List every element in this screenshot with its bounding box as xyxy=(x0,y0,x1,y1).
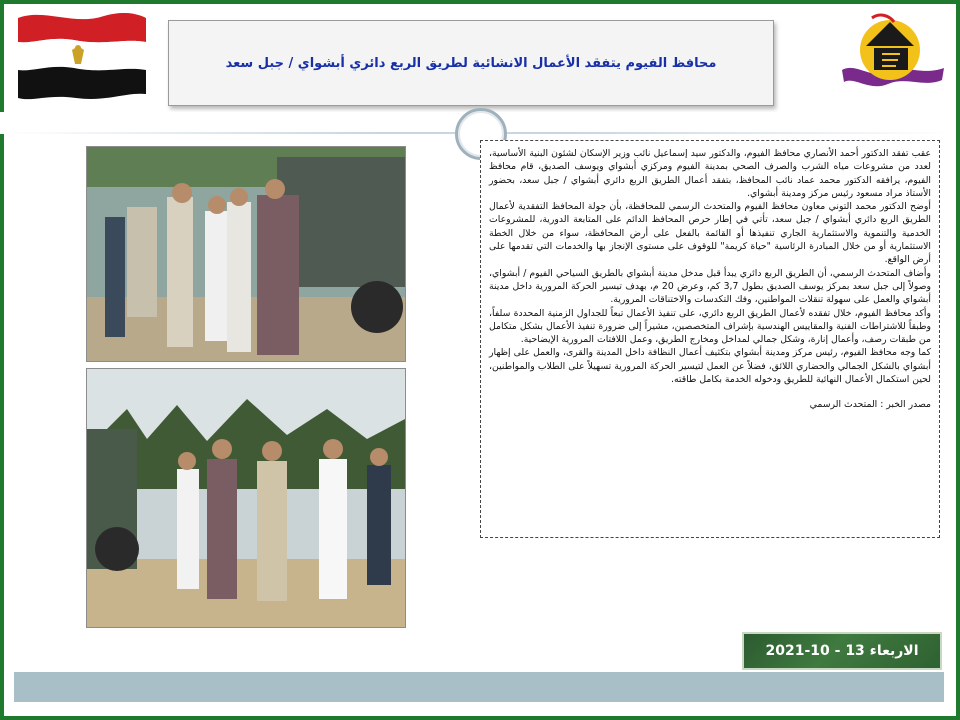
article-paragraph: كما وجه محافظ الفيوم، رئيس مركز ومدينة أبشواي بتكثيف أعمال النظافة داخل المدينة والقرى، والعمل على إظهار أبشواي بالشكل الجمالي والحضاري اللائق، فضلاً عن العمل لتيسير الحركة المرورية تسهيلاً على الطلاب والمواطنين، لحين استكمال الأعمال النهائية للطريق ودخوله الخدمة بكامل طاقته. xyxy=(489,347,931,386)
news-photo-2 xyxy=(86,368,406,628)
footer-band xyxy=(14,672,944,702)
news-photo-1 xyxy=(86,146,406,362)
article-source: مصدر الخبر : المتحدث الرسمي xyxy=(809,399,931,411)
date-badge xyxy=(742,632,942,670)
title-box xyxy=(168,20,774,106)
article-paragraph: عقب تفقد الدكتور أحمد الأنصاري محافظ الفيوم، والدكتور سيد إسماعيل نائب وزير الإسكان لشئون البنية الأساسية، لعدد من مشروعات مياه الشرب والصرف الصحي بمدينة الفيوم ومركزي أبشواي ويوسف الصديق، قام محافظ الفيوم، يرافقه الدكتور محمد عماد نائب المحافظ، بتفقد أعمال الطريق الربع دائري أبشواي / جبل سعد، بحضور الأستاذ مراد مسعود رئيس مركز ومدينة أبشواي. xyxy=(489,148,931,199)
page-title: محافظ الفيوم يتفقد الأعمال الانشائية لطريق الربع دائري أبشواي / جبل سعد xyxy=(225,55,717,71)
article-body xyxy=(480,140,940,538)
article-paragraph: وأضاف المتحدث الرسمي، أن الطريق الربع دائري يبدأ قبل مدخل مدينة أبشواي بالطريق السياحي الفيوم / أبشواي، وصولاً إلى جبل سعد بمركز يوسف الصديق بطول 3,7 كم، وعرض 20 م، بهدف تيسير الحركة المرورية داخل مدينة أبشواي والعمل على سهولة تنقلات المواطنين، وفك التكدسات والاختناقات المرورية. xyxy=(489,267,932,306)
article-paragraph: وأكد محافظ الفيوم، خلال تفقده لأعمال الطريق الربع دائري، على تنفيذ الأعمال تبعاً للجداول الزمنية المحددة سلفاً، وطبقاً للاشتراطات الفنية والمقاييس الهندسية بإشراف المتخصصين، مشيراً إلى ضرورة تنفيذ الأعمال بشكل متكامل من طبقات رصف، وأعمال إنارة، وشكل جمالي لمداخل ومخارج الطريق، وعمل اللافتات المرورية الإيضاحية. xyxy=(489,307,931,346)
date-text: الاربعاء 13 - 10-2021 xyxy=(765,643,919,659)
article-paragraph: أوضح الدكتور محمد التوني معاون محافظ الفيوم والمتحدث الرسمي للمحافظة، بأن جولة المحافظ التفقدية لأعمال الطريق الربع دائري أبشواي / جبل سعد، تأتي في إطار حرص المحافظ الدائم على المتابعة الدورية، للمشروعات الخدمية والتنموية والاستثمارية الجاري تنفيذها أو القائمة بالفعل على أرض المحافظة، سواء من خلال الخطة الاستثمارية أو من خلال المبادرة الرئاسية "حياة كريمة" للوقوف على مستوى الإنجاز بها والخدمات التي تقدمها على أرض الواقع. xyxy=(489,201,931,266)
egypt-flag-image xyxy=(14,8,148,104)
governorate-logo xyxy=(836,10,948,106)
